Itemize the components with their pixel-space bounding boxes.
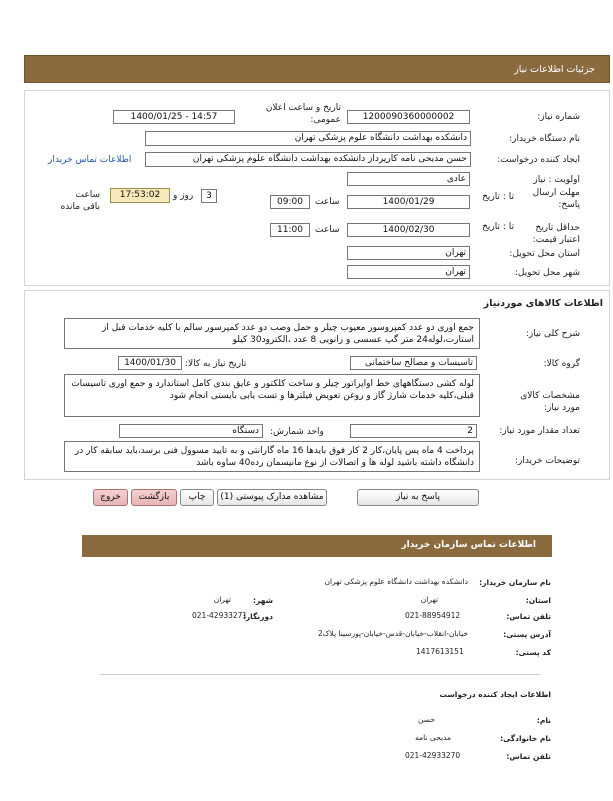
unit-field: دستگاه bbox=[119, 424, 263, 438]
requester-section-title: اطلاعات ایجاد کننده درخواست bbox=[439, 690, 551, 699]
creator-label: ایجاد کننده درخواست: bbox=[497, 155, 580, 165]
validity-label: حداقل تاریخ اعتبار قیمت: bbox=[532, 223, 580, 245]
deadline-label: مهلت ارسال پاسخ: bbox=[532, 188, 580, 210]
remaining-days-field: 3 bbox=[201, 189, 217, 203]
validity-date-field: 1400/02/30 bbox=[347, 223, 470, 237]
quantity-label: تعداد مقدار مورد نیاز: bbox=[499, 426, 580, 436]
goods-group-field: تاسیسات و مصالح ساختمانی bbox=[350, 356, 477, 370]
print-button[interactable]: چاپ bbox=[180, 489, 214, 506]
priority-field: عادی bbox=[347, 172, 470, 186]
need-number-field: 1200090360000002 bbox=[347, 110, 470, 124]
exit-button[interactable]: خروج bbox=[93, 489, 128, 506]
goods-section-title: اطلاعات کالاهای موردنیاز bbox=[483, 298, 603, 309]
page-title: جزئیات اطلاعات نیاز bbox=[514, 64, 595, 75]
need-number-label: شماره نیاز: bbox=[537, 112, 580, 122]
specs-label: مشخصات کالای مورد نیاز: bbox=[520, 391, 580, 413]
page-header bbox=[24, 55, 610, 83]
unit-label: واحد شمارش: bbox=[270, 427, 324, 437]
remaining-label: ساعت باقی مانده bbox=[60, 190, 100, 212]
divider bbox=[100, 674, 540, 675]
view-attachments-button[interactable]: مشاهده مدارک پیوستی (1) bbox=[217, 489, 327, 506]
requester-family-label: نام خانوادگی: bbox=[500, 734, 551, 743]
contact-phone-label: تلفن تماس: bbox=[506, 612, 551, 621]
requester-phone-value: 021-42933270 bbox=[405, 751, 461, 760]
contact-org-label: نام سازمان خریدار: bbox=[479, 578, 551, 587]
validity-hour-field: 11:00 bbox=[270, 223, 310, 237]
contact-city-value: تهران bbox=[213, 595, 231, 604]
delivery-province-label: استان محل تحویل: bbox=[509, 249, 580, 259]
specs-field: لوله کشی دستگاههای خط اواپراتور چیلر و ساخت کلکتور و عایق بندی کامل استاندارد و جمع اوری تاسیسات قبلی،کلیه خدمات شارژ گاز و روغن تعویض فیلترها و تست یابی بایستی انجام شود bbox=[64, 374, 480, 417]
deadline-date-field: 1400/01/29 bbox=[347, 195, 470, 209]
buyer-notes-label: توضیحات خریدار: bbox=[514, 456, 580, 466]
validity-to-date-label: تا : تاریخ bbox=[482, 222, 514, 232]
buyer-name-label: نام دستگاه خریدار: bbox=[509, 134, 580, 144]
reply-button[interactable]: پاسخ به نیاز bbox=[357, 489, 479, 506]
validity-hour-label: ساعت bbox=[315, 225, 340, 235]
delivery-city-field: تهران bbox=[347, 265, 470, 279]
contact-org-value: دانشکده بهداشت دانشگاه علوم پزشکی تهران bbox=[324, 577, 468, 586]
contact-postal-value: 1417613151 bbox=[416, 647, 464, 656]
contact-address-label: آدرس پستی: bbox=[503, 630, 551, 639]
contact-fax-label: دورنگار: bbox=[242, 612, 273, 621]
announce-date-field: 1400/01/25 - 14:57 bbox=[113, 110, 235, 124]
contact-address-value: خیابان-انقلاب-خیابان-قدس-خیابان-پورسینا پلاک2 bbox=[317, 629, 468, 638]
creator-field: حسن مدیحی نامه کارپرداز دانشکده بهداشت دانشگاه علوم پزشکی تهران bbox=[145, 152, 471, 167]
buyer-contact-link[interactable]: اطلاعات تماس خریدار bbox=[48, 155, 132, 165]
requester-name-label: نام: bbox=[536, 716, 551, 725]
contact-fax-value: 021-42933271 bbox=[192, 611, 248, 620]
back-button[interactable]: بازگشت bbox=[131, 489, 177, 506]
requester-family-value: مدیحی نامه bbox=[415, 733, 451, 742]
summary-label: شرح کلی نیاز: bbox=[525, 329, 580, 339]
quantity-field: 2 bbox=[350, 424, 477, 438]
contact-section-title: اطلاعات تماس سازمان خریدار bbox=[401, 540, 536, 550]
contact-header bbox=[82, 535, 552, 557]
delivery-province-field: تهران bbox=[347, 246, 470, 260]
contact-province-label: استان: bbox=[525, 596, 551, 605]
need-date-field: 1400/01/30 bbox=[118, 356, 182, 370]
deadline-to-date-label: تا : تاریخ bbox=[482, 192, 514, 202]
requester-phone-label: تلفن تماس: bbox=[506, 752, 551, 761]
need-date-label: تاریخ نیاز به کالا: bbox=[185, 359, 247, 369]
announce-date-label: تاریخ و ساعت اعلان عمومی: bbox=[265, 103, 341, 125]
contact-postal-label: کد پستی: bbox=[515, 648, 551, 657]
deadline-hour-field: 09:00 bbox=[270, 195, 310, 209]
remaining-time-field: 17:53:02 bbox=[110, 188, 170, 203]
priority-label: اولویت : نیاز bbox=[533, 175, 580, 185]
summary-field: جمع اوری دو عدد کمپروسور معیوب چیلر و حمل وصب دو عدد کمپرسور سالم با کلیه خدمات قبل از استارت،لوله24 متر گپ عسسی و زانویی 8 عدد ،الکترود30 کیلو bbox=[64, 318, 480, 349]
contact-phone-value: 021-88954912 bbox=[405, 611, 461, 620]
contact-province-value: تهران bbox=[420, 595, 438, 604]
delivery-city-label: شهر محل تحویل: bbox=[514, 268, 580, 278]
buyer-notes-field: پرداخت 4 ماه پس پایان،کار 2 کار فوق بایدها 16 ماه گارانتی و به تایید مسوول فنی برسد،باید سابقه کار در دانشگاه داشته باشید لوله ها و اتصالات از نوع مانیسمان رده40 ساوه باشد bbox=[64, 441, 480, 472]
remaining-days-label: روز و bbox=[173, 191, 194, 201]
buyer-name-field: دانشکده بهداشت دانشگاه علوم پزشکی تهران bbox=[145, 131, 471, 146]
requester-name-value: حسن bbox=[417, 715, 435, 724]
contact-city-label: شهر: bbox=[253, 596, 273, 605]
deadline-hour-label: ساعت bbox=[315, 197, 340, 207]
goods-group-label: گروه کالا: bbox=[543, 359, 580, 369]
